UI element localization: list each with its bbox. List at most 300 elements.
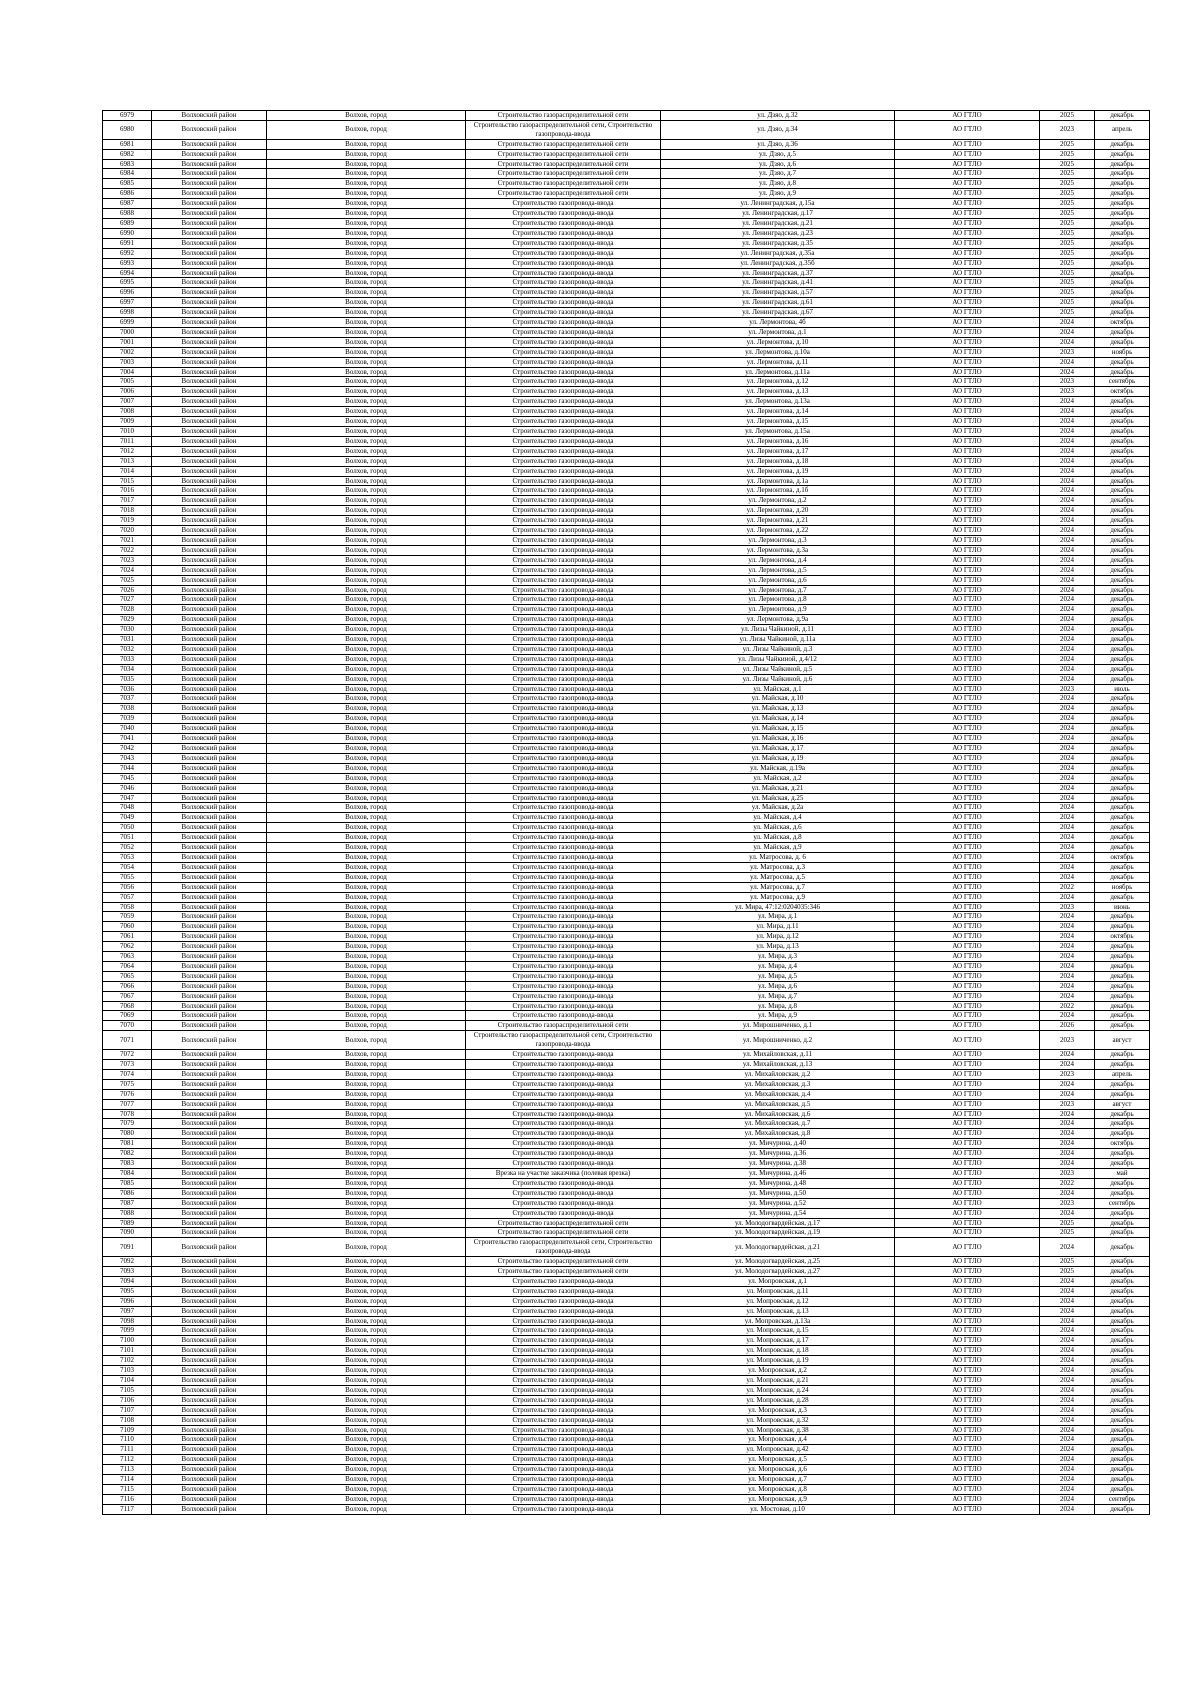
- cell-locality: Волхов, город: [267, 674, 466, 684]
- cell-organization: АО ГТЛО: [895, 1109, 1040, 1119]
- cell-address: ул. Дзяо, д.32: [661, 111, 895, 121]
- cell-year: 2024: [1040, 981, 1095, 991]
- cell-number: 7060: [103, 922, 152, 932]
- cell-locality: Волхов, город: [267, 1286, 466, 1296]
- cell-organization: АО ГТЛО: [895, 111, 1040, 121]
- cell-organization: АО ГТЛО: [895, 734, 1040, 744]
- cell-month: декабрь: [1095, 308, 1150, 318]
- cell-year: 2024: [1040, 1011, 1095, 1021]
- table-row: [103, 961, 1150, 971]
- cell-locality: Волхов, город: [267, 427, 466, 437]
- cell-address: ул. Мопровская, д.42: [661, 1445, 895, 1455]
- cell-district: Волховский район: [152, 1069, 267, 1079]
- cell-year: 2024: [1040, 744, 1095, 754]
- cell-district: Волховский район: [152, 1376, 267, 1386]
- cell-work-type: Строительство газопровода-ввода: [466, 238, 661, 248]
- cell-number: 7078: [103, 1109, 152, 1119]
- cell-number: 6989: [103, 218, 152, 228]
- cell-number: 7039: [103, 714, 152, 724]
- cell-work-type: Строительство газопровода-ввода: [466, 823, 661, 833]
- cell-address: ул. Михайловская, д.4: [661, 1089, 895, 1099]
- cell-number: 6984: [103, 169, 152, 179]
- cell-year: 2025: [1040, 308, 1095, 318]
- cell-district: Волховский район: [152, 1218, 267, 1228]
- cell-organization: АО ГТЛО: [895, 942, 1040, 952]
- cell-address: ул. Лермонтова, д.3а: [661, 545, 895, 555]
- cell-organization: АО ГТЛО: [895, 535, 1040, 545]
- table-row: [103, 1119, 1150, 1129]
- cell-number: 7093: [103, 1267, 152, 1277]
- cell-work-type: Строительство газопровода-ввода: [466, 644, 661, 654]
- cell-number: 7027: [103, 595, 152, 605]
- cell-organization: АО ГТЛО: [895, 625, 1040, 635]
- table-row: [103, 1099, 1150, 1109]
- cell-work-type: Строительство газопровода-ввода: [466, 585, 661, 595]
- cell-organization: АО ГТЛО: [895, 793, 1040, 803]
- cell-work-type: Строительство газораспределительной сети: [466, 1267, 661, 1277]
- cell-organization: АО ГТЛО: [895, 1276, 1040, 1286]
- cell-locality: Волхов, город: [267, 535, 466, 545]
- cell-number: 7025: [103, 575, 152, 585]
- cell-address: ул. Мира, д.3: [661, 952, 895, 962]
- cell-year: 2024: [1040, 862, 1095, 872]
- cell-month: декабрь: [1095, 1159, 1150, 1169]
- cell-organization: АО ГТЛО: [895, 862, 1040, 872]
- cell-district: Волховский район: [152, 228, 267, 238]
- cell-locality: Волхов, город: [267, 111, 466, 121]
- cell-year: 2025: [1040, 268, 1095, 278]
- table-row: [103, 565, 1150, 575]
- cell-month: декабрь: [1095, 1296, 1150, 1306]
- cell-district: Волховский район: [152, 555, 267, 565]
- cell-month: декабрь: [1095, 496, 1150, 506]
- cell-locality: Волхов, город: [267, 1257, 466, 1267]
- cell-year: 2024: [1040, 1286, 1095, 1296]
- cell-month: декабрь: [1095, 427, 1150, 437]
- cell-number: 7020: [103, 526, 152, 536]
- cell-locality: Волхов, город: [267, 278, 466, 288]
- cell-address: ул. Мопровская, д.38: [661, 1425, 895, 1435]
- cell-organization: АО ГТЛО: [895, 644, 1040, 654]
- table-row: [103, 387, 1150, 397]
- cell-number: 7022: [103, 545, 152, 555]
- cell-year: 2024: [1040, 1060, 1095, 1070]
- cell-number: 7094: [103, 1276, 152, 1286]
- cell-work-type: Строительство газопровода-ввода: [466, 367, 661, 377]
- table-row: [103, 209, 1150, 219]
- cell-month: декабрь: [1095, 367, 1150, 377]
- cell-work-type: Строительство газопровода-ввода: [466, 942, 661, 952]
- cell-month: декабрь: [1095, 753, 1150, 763]
- cell-work-type: Строительство газопровода-ввода: [466, 357, 661, 367]
- cell-month: декабрь: [1095, 1188, 1150, 1198]
- cell-number: 7048: [103, 803, 152, 813]
- table-row: [103, 218, 1150, 228]
- cell-locality: Волхов, город: [267, 327, 466, 337]
- cell-district: Волховский район: [152, 1316, 267, 1326]
- cell-organization: АО ГТЛО: [895, 288, 1040, 298]
- cell-work-type: Строительство газопровода-ввода: [466, 268, 661, 278]
- cell-number: 6980: [103, 120, 152, 139]
- cell-address: ул. Мопровская, д.17: [661, 1336, 895, 1346]
- cell-address: ул. Молодогвардейская, д.27: [661, 1267, 895, 1277]
- cell-number: 7085: [103, 1178, 152, 1188]
- table-row: [103, 436, 1150, 446]
- cell-locality: Волхов, город: [267, 813, 466, 823]
- table-row: [103, 1089, 1150, 1099]
- cell-work-type: Строительство газопровода-ввода: [466, 218, 661, 228]
- cell-month: декабрь: [1095, 942, 1150, 952]
- cell-organization: АО ГТЛО: [895, 1119, 1040, 1129]
- table-row: [103, 1218, 1150, 1228]
- cell-locality: Волхов, город: [267, 526, 466, 536]
- cell-district: Волховский район: [152, 1286, 267, 1296]
- table-row: [103, 555, 1150, 565]
- cell-month: декабрь: [1095, 862, 1150, 872]
- cell-address: ул. Ленинградская, д.41: [661, 278, 895, 288]
- cell-organization: АО ГТЛО: [895, 1079, 1040, 1089]
- cell-locality: Волхов, город: [267, 981, 466, 991]
- table-row: [103, 1267, 1150, 1277]
- cell-year: 2025: [1040, 298, 1095, 308]
- cell-locality: Волхов, город: [267, 843, 466, 853]
- cell-month: декабрь: [1095, 149, 1150, 159]
- table-row: [103, 625, 1150, 635]
- cell-number: 6990: [103, 228, 152, 238]
- cell-locality: Волхов, город: [267, 565, 466, 575]
- cell-work-type: Строительство газопровода-ввода: [466, 1286, 661, 1296]
- cell-work-type: Строительство газопровода-ввода: [466, 535, 661, 545]
- table-row: [103, 902, 1150, 912]
- cell-number: 7041: [103, 734, 152, 744]
- cell-work-type: Строительство газопровода-ввода: [466, 1504, 661, 1514]
- cell-district: Волховский район: [152, 169, 267, 179]
- cell-organization: АО ГТЛО: [895, 902, 1040, 912]
- table-row: [103, 664, 1150, 674]
- cell-district: Волховский район: [152, 535, 267, 545]
- cell-work-type: Строительство газопровода-ввода: [466, 427, 661, 437]
- cell-organization: АО ГТЛО: [895, 476, 1040, 486]
- cell-work-type: Строительство газопровода-ввода: [466, 1060, 661, 1070]
- cell-number: 7097: [103, 1306, 152, 1316]
- cell-locality: Волхов, город: [267, 1316, 466, 1326]
- cell-address: ул. Лермонтова, д.15а: [661, 427, 895, 437]
- cell-district: Волховский район: [152, 1021, 267, 1031]
- cell-month: декабрь: [1095, 783, 1150, 793]
- cell-year: 2025: [1040, 278, 1095, 288]
- table-row: [103, 1208, 1150, 1218]
- cell-year: 2024: [1040, 1188, 1095, 1198]
- cell-year: 2025: [1040, 1218, 1095, 1228]
- table-row: [103, 872, 1150, 882]
- cell-year: 2022: [1040, 1001, 1095, 1011]
- cell-year: 2024: [1040, 327, 1095, 337]
- cell-district: Волховский район: [152, 357, 267, 367]
- cell-locality: Волхов, город: [267, 1119, 466, 1129]
- cell-organization: АО ГТЛО: [895, 1316, 1040, 1326]
- cell-locality: Волхов, город: [267, 1376, 466, 1386]
- cell-work-type: Строительство газопровода-ввода: [466, 714, 661, 724]
- cell-year: 2024: [1040, 991, 1095, 1001]
- cell-district: Волховский район: [152, 1238, 267, 1257]
- cell-work-type: Строительство газораспределительной сети, Строительство газопровода-ввода: [466, 1238, 661, 1257]
- cell-organization: АО ГТЛО: [895, 238, 1040, 248]
- cell-work-type: Строительство газопровода-ввода: [466, 407, 661, 417]
- cell-number: 7023: [103, 555, 152, 565]
- cell-work-type: Строительство газопровода-ввода: [466, 753, 661, 763]
- cell-work-type: Строительство газопровода-ввода: [466, 1494, 661, 1504]
- cell-district: Волховский район: [152, 268, 267, 278]
- cell-work-type: Строительство газопровода-ввода: [466, 991, 661, 1001]
- cell-year: 2024: [1040, 724, 1095, 734]
- cell-district: Волховский район: [152, 1484, 267, 1494]
- cell-work-type: Строительство газопровода-ввода: [466, 1159, 661, 1169]
- cell-number: 7032: [103, 644, 152, 654]
- cell-address: ул. Лермонтова, д.5: [661, 565, 895, 575]
- cell-organization: АО ГТЛО: [895, 139, 1040, 149]
- cell-address: ул. Майская, д.15: [661, 724, 895, 734]
- cell-organization: АО ГТЛО: [895, 843, 1040, 853]
- cell-month: декабрь: [1095, 111, 1150, 121]
- cell-locality: Волхов, город: [267, 1159, 466, 1169]
- cell-locality: Волхов, город: [267, 961, 466, 971]
- cell-month: декабрь: [1095, 417, 1150, 427]
- cell-district: Волховский район: [152, 763, 267, 773]
- cell-work-type: Строительство газопровода-ввода: [466, 1139, 661, 1149]
- table-row: [103, 882, 1150, 892]
- cell-address: ул. Михайловская, д.7: [661, 1119, 895, 1129]
- cell-year: 2025: [1040, 1257, 1095, 1267]
- cell-organization: АО ГТЛО: [895, 387, 1040, 397]
- cell-year: 2023: [1040, 1198, 1095, 1208]
- cell-work-type: Строительство газопровода-ввода: [466, 456, 661, 466]
- cell-district: Волховский район: [152, 1168, 267, 1178]
- cell-district: Волховский район: [152, 1149, 267, 1159]
- cell-district: Волховский район: [152, 159, 267, 169]
- table-row: [103, 1159, 1150, 1169]
- cell-month: декабрь: [1095, 1238, 1150, 1257]
- table-row: [103, 852, 1150, 862]
- cell-year: 2024: [1040, 753, 1095, 763]
- table-row: [103, 111, 1150, 121]
- cell-work-type: Строительство газопровода-ввода: [466, 1435, 661, 1445]
- cell-district: Волховский район: [152, 1188, 267, 1198]
- cell-month: декабрь: [1095, 1079, 1150, 1089]
- cell-locality: Волхов, город: [267, 892, 466, 902]
- cell-work-type: Строительство газопровода-ввода: [466, 565, 661, 575]
- cell-month: декабрь: [1095, 1021, 1150, 1031]
- cell-organization: АО ГТЛО: [895, 605, 1040, 615]
- cell-locality: Волхов, город: [267, 397, 466, 407]
- cell-address: ул. Мира, д.8: [661, 1001, 895, 1011]
- cell-district: Волховский район: [152, 288, 267, 298]
- cell-organization: АО ГТЛО: [895, 1089, 1040, 1099]
- cell-address: ул. Мира, д.5: [661, 971, 895, 981]
- cell-number: 7006: [103, 387, 152, 397]
- cell-number: 7091: [103, 1238, 152, 1257]
- cell-work-type: Строительство газопровода-ввода: [466, 674, 661, 684]
- cell-locality: Волхов, город: [267, 1109, 466, 1119]
- cell-year: 2024: [1040, 704, 1095, 714]
- table-row: [103, 1326, 1150, 1336]
- cell-locality: Волхов, город: [267, 149, 466, 159]
- cell-month: декабрь: [1095, 446, 1150, 456]
- cell-year: 2024: [1040, 1435, 1095, 1445]
- cell-number: 6988: [103, 209, 152, 219]
- cell-organization: АО ГТЛО: [895, 1475, 1040, 1485]
- cell-district: Волховский район: [152, 427, 267, 437]
- table-row: [103, 535, 1150, 545]
- cell-year: 2024: [1040, 1455, 1095, 1465]
- cell-month: декабрь: [1095, 833, 1150, 843]
- table-row: [103, 139, 1150, 149]
- cell-work-type: Строительство газопровода-ввода: [466, 1050, 661, 1060]
- cell-district: Волховский район: [152, 407, 267, 417]
- cell-locality: Волхов, город: [267, 1336, 466, 1346]
- cell-locality: Волхов, город: [267, 971, 466, 981]
- cell-number: 7103: [103, 1366, 152, 1376]
- cell-organization: АО ГТЛО: [895, 436, 1040, 446]
- cell-address: ул. Майская, д.21: [661, 783, 895, 793]
- cell-work-type: Строительство газопровода-ввода: [466, 843, 661, 853]
- cell-work-type: Строительство газораспределительной сети: [466, 169, 661, 179]
- cell-number: 7055: [103, 872, 152, 882]
- cell-district: Волховский район: [152, 120, 267, 139]
- cell-address: ул. Мичурина, д.48: [661, 1178, 895, 1188]
- cell-organization: АО ГТЛО: [895, 337, 1040, 347]
- cell-year: 2024: [1040, 952, 1095, 962]
- cell-work-type: Строительство газопровода-ввода: [466, 971, 661, 981]
- cell-district: Волховский район: [152, 852, 267, 862]
- cell-year: 2024: [1040, 357, 1095, 367]
- cell-address: ул. Дзяо, д.9: [661, 189, 895, 199]
- cell-address: ул. Ленинградская, д.61: [661, 298, 895, 308]
- cell-organization: АО ГТЛО: [895, 1257, 1040, 1267]
- cell-work-type: Строительство газопровода-ввода: [466, 397, 661, 407]
- cell-locality: Волхов, город: [267, 446, 466, 456]
- cell-locality: Волхов, город: [267, 1188, 466, 1198]
- cell-work-type: Строительство газопровода-ввода: [466, 862, 661, 872]
- cell-locality: Волхов, город: [267, 1435, 466, 1445]
- cell-district: Волховский район: [152, 1139, 267, 1149]
- cell-number: 7111: [103, 1445, 152, 1455]
- cell-year: 2022: [1040, 882, 1095, 892]
- cell-year: 2024: [1040, 803, 1095, 813]
- cell-address: ул. Лермонтова, д.16: [661, 436, 895, 446]
- table-row: [103, 1238, 1150, 1257]
- cell-district: Волховский район: [152, 952, 267, 962]
- cell-year: 2024: [1040, 961, 1095, 971]
- cell-work-type: Строительство газопровода-ввода: [466, 496, 661, 506]
- cell-locality: Волхов, город: [267, 1050, 466, 1060]
- cell-year: 2024: [1040, 1109, 1095, 1119]
- cell-month: декабрь: [1095, 1306, 1150, 1316]
- table-row: [103, 991, 1150, 1001]
- cell-number: 7110: [103, 1435, 152, 1445]
- table-row: [103, 318, 1150, 328]
- cell-year: 2024: [1040, 397, 1095, 407]
- table-row: [103, 585, 1150, 595]
- cell-number: 6994: [103, 268, 152, 278]
- cell-address: ул. Михайловская, д.2: [661, 1069, 895, 1079]
- cell-locality: Волхов, город: [267, 902, 466, 912]
- cell-month: декабрь: [1095, 1385, 1150, 1395]
- cell-year: 2026: [1040, 1021, 1095, 1031]
- cell-address: ул. Ленинградская, д.21: [661, 218, 895, 228]
- cell-month: декабрь: [1095, 516, 1150, 526]
- cell-organization: АО ГТЛО: [895, 1296, 1040, 1306]
- cell-organization: АО ГТЛО: [895, 1445, 1040, 1455]
- table-row: [103, 1346, 1150, 1356]
- cell-address: ул. Михайловская, д.11: [661, 1050, 895, 1060]
- cell-district: Волховский район: [152, 1504, 267, 1514]
- cell-month: декабрь: [1095, 734, 1150, 744]
- cell-number: 7042: [103, 744, 152, 754]
- cell-address: ул. Мичурина, д.38: [661, 1159, 895, 1169]
- table-row: [103, 1445, 1150, 1455]
- cell-work-type: Строительство газопровода-ввода: [466, 952, 661, 962]
- cell-work-type: Строительство газораспределительной сети, Строительство газопровода-ввода: [466, 1031, 661, 1050]
- cell-month: сентябрь: [1095, 1494, 1150, 1504]
- cell-district: Волховский район: [152, 783, 267, 793]
- cell-work-type: Строительство газопровода-ввода: [466, 476, 661, 486]
- cell-organization: АО ГТЛО: [895, 1504, 1040, 1514]
- cell-number: 7058: [103, 902, 152, 912]
- cell-locality: Волхов, город: [267, 337, 466, 347]
- cell-address: ул. Мопровская, д.4: [661, 1435, 895, 1445]
- cell-month: декабрь: [1095, 664, 1150, 674]
- cell-work-type: Строительство газопровода-ввода: [466, 1079, 661, 1089]
- table-row: [103, 258, 1150, 268]
- cell-number: 7005: [103, 377, 152, 387]
- cell-district: Волховский район: [152, 1079, 267, 1089]
- cell-organization: АО ГТЛО: [895, 1425, 1040, 1435]
- cell-work-type: Строительство газопровода-ввода: [466, 852, 661, 862]
- cell-work-type: Строительство газопровода-ввода: [466, 1306, 661, 1316]
- cell-month: декабрь: [1095, 991, 1150, 1001]
- cell-month: июнь: [1095, 902, 1150, 912]
- cell-organization: АО ГТЛО: [895, 1326, 1040, 1336]
- cell-year: 2024: [1040, 664, 1095, 674]
- cell-month: декабрь: [1095, 823, 1150, 833]
- cell-month: декабрь: [1095, 595, 1150, 605]
- cell-month: декабрь: [1095, 327, 1150, 337]
- cell-month: октябрь: [1095, 932, 1150, 942]
- cell-work-type: Строительство газопровода-ввода: [466, 1296, 661, 1306]
- cell-organization: АО ГТЛО: [895, 684, 1040, 694]
- cell-number: 7057: [103, 892, 152, 902]
- cell-work-type: Строительство газопровода-ввода: [466, 1405, 661, 1415]
- cell-locality: Волхов, город: [267, 516, 466, 526]
- table-row: [103, 1069, 1150, 1079]
- cell-year: 2024: [1040, 654, 1095, 664]
- cell-month: декабрь: [1095, 694, 1150, 704]
- cell-organization: АО ГТЛО: [895, 704, 1040, 714]
- cell-month: декабрь: [1095, 476, 1150, 486]
- cell-year: 2024: [1040, 1395, 1095, 1405]
- cell-locality: Волхов, город: [267, 724, 466, 734]
- cell-organization: АО ГТЛО: [895, 248, 1040, 258]
- cell-address: ул. Дзяо, д.8: [661, 179, 895, 189]
- cell-locality: Волхов, город: [267, 436, 466, 446]
- cell-address: ул. Лермонтова, д.13: [661, 387, 895, 397]
- cell-work-type: Строительство газопровода-ввода: [466, 803, 661, 813]
- table-row: [103, 357, 1150, 367]
- cell-organization: АО ГТЛО: [895, 1385, 1040, 1395]
- cell-address: ул. Молодогвардейская, д.19: [661, 1228, 895, 1238]
- cell-month: декабрь: [1095, 1504, 1150, 1514]
- cell-number: 7108: [103, 1415, 152, 1425]
